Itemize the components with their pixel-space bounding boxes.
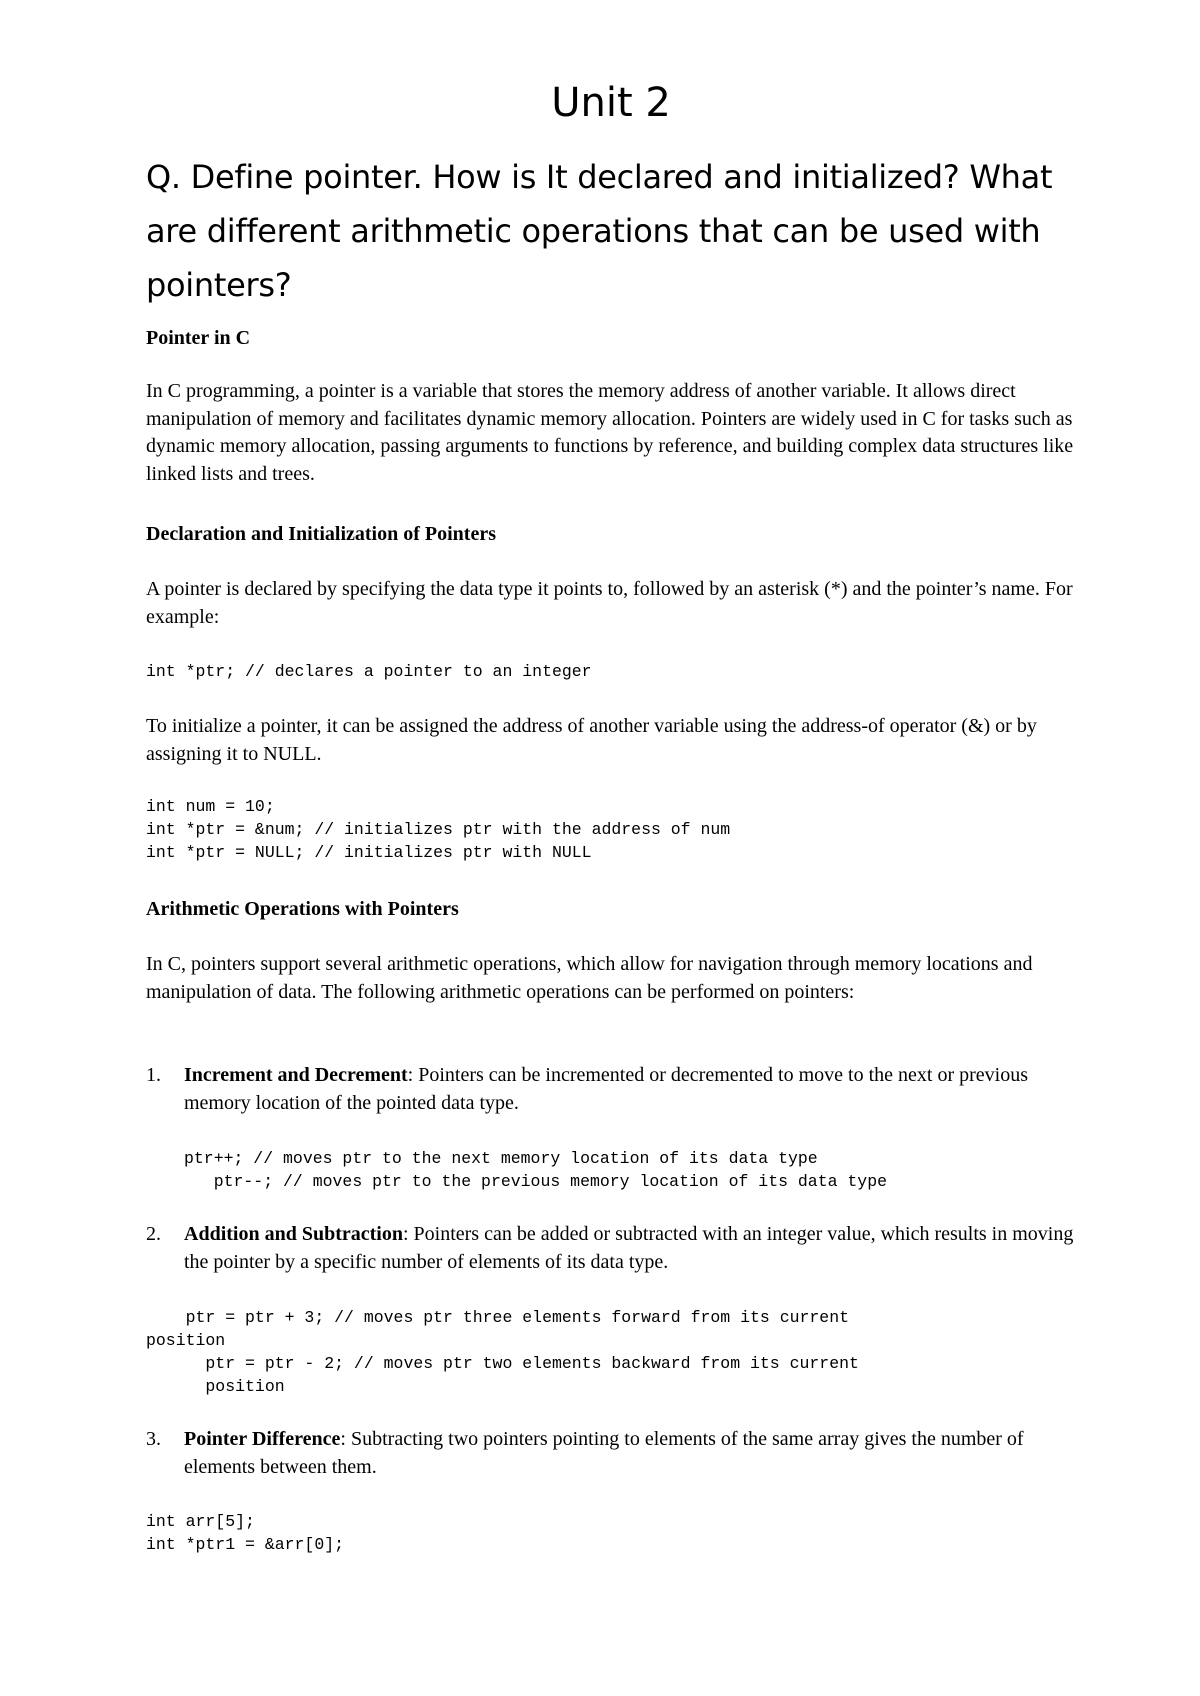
list-term: Pointer Difference — [184, 1428, 341, 1450]
declaration-code: int *ptr; // declares a pointer to an integer — [146, 662, 592, 681]
list-number: 1. — [146, 1064, 161, 1086]
list-term: Increment and Decrement — [184, 1064, 408, 1086]
pointer-paragraph: In C programming, a pointer is a variable that stores the memory address of another variable. It allows direct manipulation of memory and facilitates dynamic memory allocation. Pointers are widely used in C for tasks such as dynamic memory allocation, passing arguments to functions by reference, and building complex data structures like linked lists and trees. — [146, 380, 1074, 485]
list-item — [146, 1221, 1076, 1276]
list-item — [146, 1426, 1076, 1481]
list-term: Addition and Subtraction — [184, 1223, 403, 1245]
list-text: : Subtracting two pointers pointing to elements of the same array gives the number of elements between them. — [184, 1428, 1024, 1478]
list-item-body — [184, 1221, 1076, 1276]
question-heading: Q. Define pointer. How is It declared and initialized? What are different arithmetic operations that can be used with pointers? — [146, 158, 1053, 304]
list-code: int arr[5]; int *ptr1 = &arr[0]; — [146, 1512, 345, 1554]
initialization-paragraph: To initialize a pointer, it can be assigned the address of another variable using the address-of operator (&) or by assigning it to NULL. — [146, 715, 1037, 765]
list-text: : Pointers can be added or subtracted with an integer value, which results in moving the pointer by a specific number of elements of its data type. — [184, 1223, 1074, 1273]
unit-title: Unit 2 — [551, 80, 671, 126]
list-number: 2. — [146, 1223, 161, 1245]
list-number: 3. — [146, 1428, 161, 1450]
pointer-heading: Pointer in C — [146, 327, 251, 349]
initialization-code: int num = 10; int *ptr = &num; // initializes ptr with the address of num int *ptr = NULL; // initializes ptr with NULL — [146, 797, 731, 862]
list-item-body — [184, 1062, 1076, 1117]
arithmetic-paragraph: In C, pointers support several arithmetic operations, which allow for navigation through memory locations and manipulation of data. The following arithmetic operations can be performed on pointers: — [146, 953, 1033, 1003]
declaration-heading: Declaration and Initialization of Pointers — [146, 523, 496, 545]
list-item-body — [184, 1426, 1076, 1481]
arithmetic-heading: Arithmetic Operations with Pointers — [146, 898, 459, 920]
list-item — [146, 1062, 1076, 1117]
declaration-paragraph: A pointer is declared by specifying the data type it points to, followed by an asterisk (*) and the pointer’s name. For example: — [146, 578, 1073, 628]
list-text: : Pointers can be incremented or decremented to move to the next or previous memory location of the pointed data type. — [184, 1064, 1029, 1114]
list-code: ptr = ptr + 3; // moves ptr three elements forward from its current position ptr = ptr - 2; // moves ptr two elements backward from its current position — [146, 1308, 859, 1396]
list-code: ptr++; // moves ptr to the next memory location of its data type ptr--; // moves ptr to the previous memory location of its data type — [184, 1149, 888, 1191]
